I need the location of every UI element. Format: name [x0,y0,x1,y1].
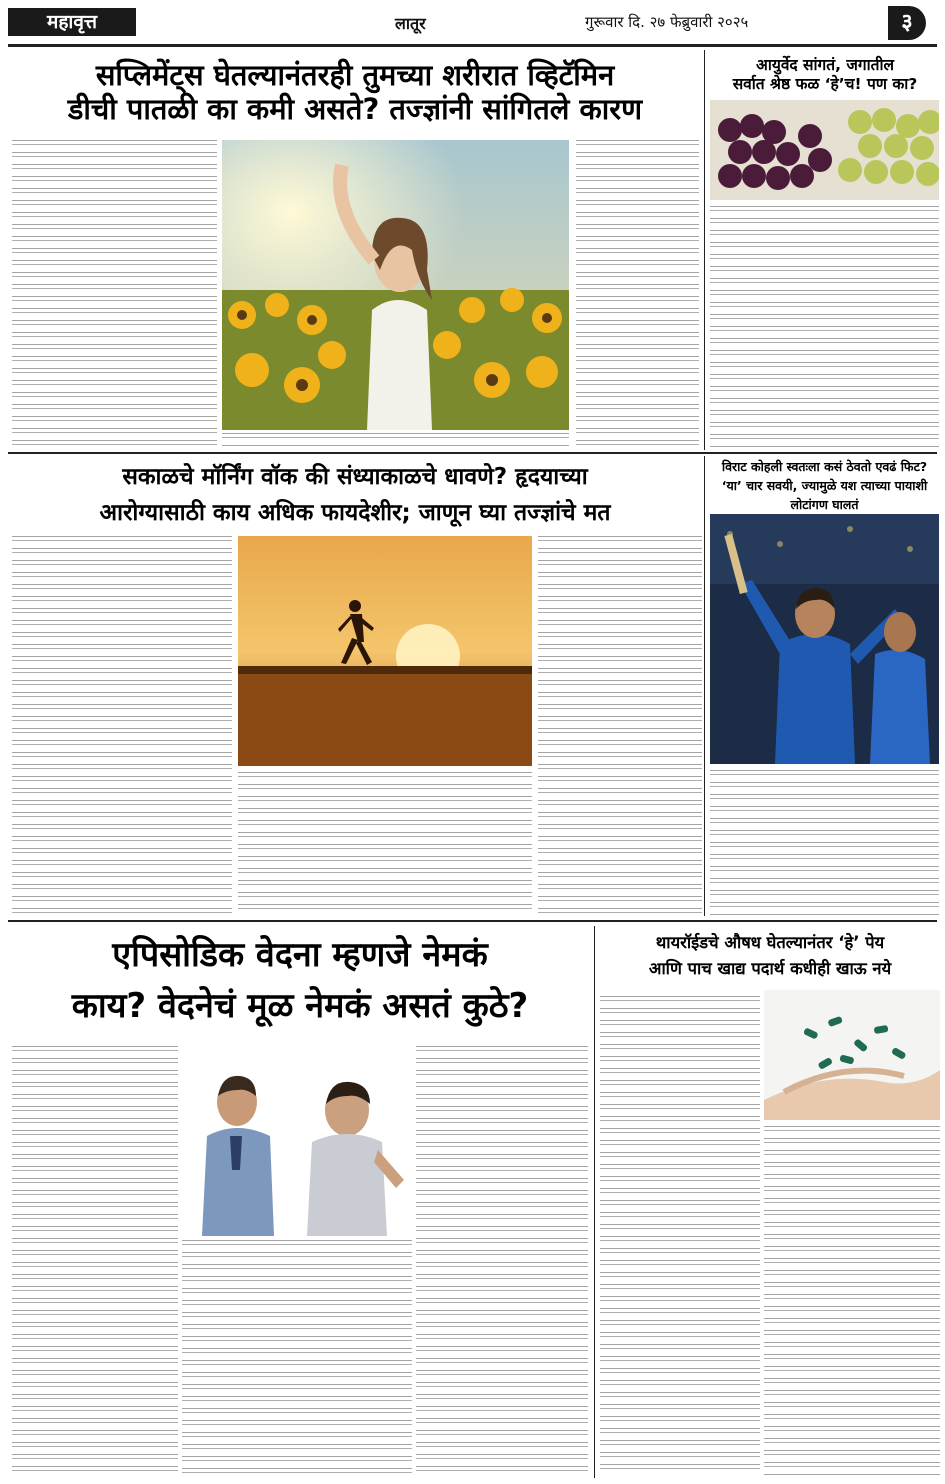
ayurveda-body-column [710,206,939,448]
vitamin-d-caption-lines [222,433,569,450]
thyroid-headline [600,930,940,981]
headline-line: सर्वात श्रेष्ठ फळ ‘हे’च! पण का? [732,75,918,94]
headline-line: डीची पातळी का कमी असते? तज्ज्ञांनी सांगितले कारण [67,92,643,127]
headline-line: काय? वेदनेचं मूळ नेमकं असतं कुठे? [71,986,529,1026]
thyroid-body-column [600,996,760,1476]
masthead [0,0,945,44]
headline-line: थायरॉईडचे औषध घेतल्यानंतर ‘हे’ पेय [655,933,885,952]
pills-in-hand-photo [764,990,940,1120]
column-rule [704,456,705,916]
edition-city: लातूर [395,14,426,33]
headline-line: आयुर्वेद सांगतं, जगातील [755,56,894,74]
cricketer-celebration-photo [710,514,939,764]
headline-line: सकाळचे मॉर्निंग वॉक की संध्याकाळचे धावणे? हृदयाच्या [122,464,588,490]
virat-kohli-headline: विराट कोहली स्वतःला कसं ठेवतो एवढं फिट? ‘या’ चार सवयी, ज्यामुळे यश त्याच्या पायाशी लोटांगण घालतं [721,459,928,512]
morning-walk-body-under-photo [238,772,532,916]
headline-line: एपिसोडिक वेदना म्हणजे नेमकं [112,935,488,975]
section-rule [8,920,937,922]
episodic-pain-body-under-photo [182,1240,412,1476]
caption-placeholder [222,433,569,448]
ayurveda-headline [710,56,940,95]
vitamin-d-headline [10,58,700,126]
episodic-pain-headline [10,930,590,1032]
grapes-photo [710,100,939,200]
masthead-rule [8,44,937,47]
vitamin-d-body-column [12,140,217,448]
newspaper-brand: महावृत्त [8,8,136,36]
runner-sunset-photo [238,536,532,766]
morning-walk-headline [10,460,700,531]
vitamin-d-body-column-right [576,140,699,448]
column-rule [704,50,705,450]
headline-line: सप्लिमेंट्स घेतल्यानंतरही तुमच्या शरीरात व्हिटॅमिन [95,58,615,92]
woman-sunflower-photo [222,140,569,430]
column-rule [594,926,595,1478]
section-rule [8,452,937,454]
headline-line: आणि पाच खाद्य पदार्थ कधीही खाऊ नये [648,958,892,978]
headline-line: आरोग्यासाठी काय अधिक फायदेशीर; जाणून घ्या तज्ज्ञांचे मत [99,499,611,526]
episodic-pain-body-column-right [416,1046,588,1476]
page-number-badge: ३ [888,6,926,40]
virat-kohli-body-column [710,770,939,916]
edition-date: गुरूवार दि. २७ फेब्रुवारी २०२५ [585,13,749,31]
thyroid-body-column-right [764,1126,940,1476]
morning-walk-body-column-right [538,536,702,916]
back-pain-photo [182,1050,412,1236]
morning-walk-body-column [12,536,232,916]
episodic-pain-body-column [12,1046,178,1476]
